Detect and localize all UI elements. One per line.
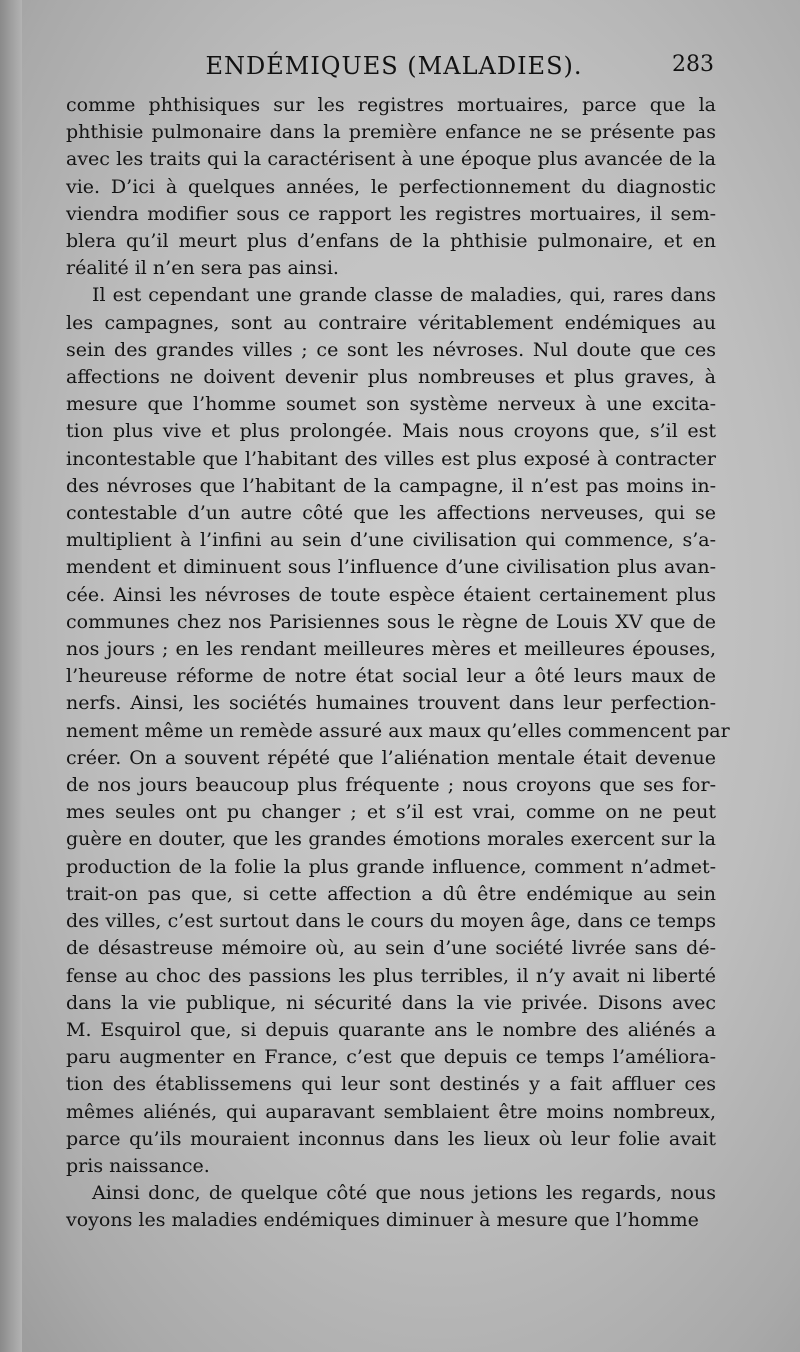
text-line: comme phthisiques sur les registres mortuaires, parce que la [66,94,716,116]
text-line: parce qu’ils mouraient inconnus dans les lieux où leur folie avait [66,1127,716,1150]
text-line: de nos jours beaucoup plus fréquente ; nous croyons que ses for- [66,774,716,797]
text-line: M. Esquirol que, si depuis quarante ans le nombre des aliénés a [66,1018,716,1041]
page-gutter [0,0,22,1352]
text-line: fense au choc des passions les plus terribles, il n’y avait ni liberté [66,964,716,987]
text-line: dans la vie publique, ni sécurité dans la vie privée. Disons avec [66,991,716,1014]
text-line: avec les traits qui la caractérisent à une époque plus avancée de la [66,148,716,171]
text-line: des névroses que l’habitant de la campagne, il n’est pas moins in- [66,474,716,497]
page-header [70,52,718,88]
text-line: mendent et diminuent sous l’influence d’une civilisation plus avan- [66,556,716,579]
text-line: production de la folie la plus grande influence, comment n’admet- [66,855,716,878]
text-line: l’heureuse réforme de notre état social leur a ôté leurs maux de [66,665,716,688]
paragraph [66,92,716,282]
text-line: nement même un remède assuré aux maux qu’elles commencent par [66,719,730,742]
text-line: trait-on pas que, si cette affection a dû être endémique au sein [66,882,716,905]
text-line: communes chez nos Parisiennes sous le règne de Louis XV que de [66,610,716,633]
text-line: des villes, c’est surtout dans le cours du moyen âge, dans ce temps [66,910,716,933]
text-line: mêmes aliénés, qui auparavant semblaient être moins nombreux, [66,1100,716,1123]
paragraph [66,282,730,1180]
text-line: cée. Ainsi les névroses de toute espèce étaient certainement plus [66,583,716,606]
text-line: blera qu’il meurt plus d’enfans de la phthisie pulmonaire, et en [66,230,716,253]
text-line: sein des grandes villes ; ce sont les névroses. Nul doute que ces [66,338,716,361]
text-line: incontestable que l’habitant des villes est plus exposé à contracter [66,447,716,470]
body-text [66,92,730,1235]
text-line: réalité il n’en sera pas ainsi. [66,257,339,280]
text-line: mes seules ont pu changer ; et s’il est vrai, comme on ne peut [66,801,716,824]
text-line: pris naissance. [66,1154,210,1177]
text-line: viendra modifier sous ce rapport les registres mortuaires, il sem- [66,202,716,225]
text-line: créer. On a souvent répété que l’aliénation mentale était devenue [66,746,716,769]
text-line: paru augmenter en France, c’est que depuis ce temps l’améliora- [66,1046,716,1069]
text-line: guère en douter, que les grandes émotions morales exercent sur la [66,828,716,851]
text-line: multiplient à l’infini au sein d’une civilisation qui commence, s’a- [66,529,716,552]
text-line: mesure que l’homme soumet son système nerveux à une excita- [66,393,716,416]
text-line: contestable d’un autre côté que les affections nerveuses, qui se [66,502,716,525]
text-line: les campagnes, sont au contraire véritablement endémiques au [66,311,716,334]
text-line: phthisie pulmonaire dans la première enfance ne se présente pas [66,121,716,144]
paragraph [66,1180,716,1234]
text-line: de désastreuse mémoire où, au sein d’une société livrée sans dé- [66,937,716,960]
text-line: nerfs. Ainsi, les sociétés humaines trouvent dans leur perfection- [66,692,716,715]
text-line: voyons les maladies endémiques diminuer à mesure que l’homme [66,1209,699,1232]
text-line: vie. D’ici à quelques années, le perfectionnement du diagnostic [66,175,716,198]
text-line: Il est cependant une grande classe de maladies, qui, rares dans [92,284,716,307]
text-line: affections ne doivent devenir plus nombreuses et plus graves, à [66,366,716,389]
text-line: tion des établissemens qui leur sont destinés y a fait affluer ces [66,1073,716,1096]
running-head: ENDÉMIQUES (MALADIES). [205,52,583,80]
text-line: nos jours ; en les rendant meilleures mères et meilleures épouses, [66,638,716,661]
text-line: tion plus vive et plus prolongée. Mais nous croyons que, s’il est [66,420,716,443]
page-number: 283 [672,52,714,77]
text-line: Ainsi donc, de quelque côté que nous jetions les regards, nous [92,1182,716,1205]
